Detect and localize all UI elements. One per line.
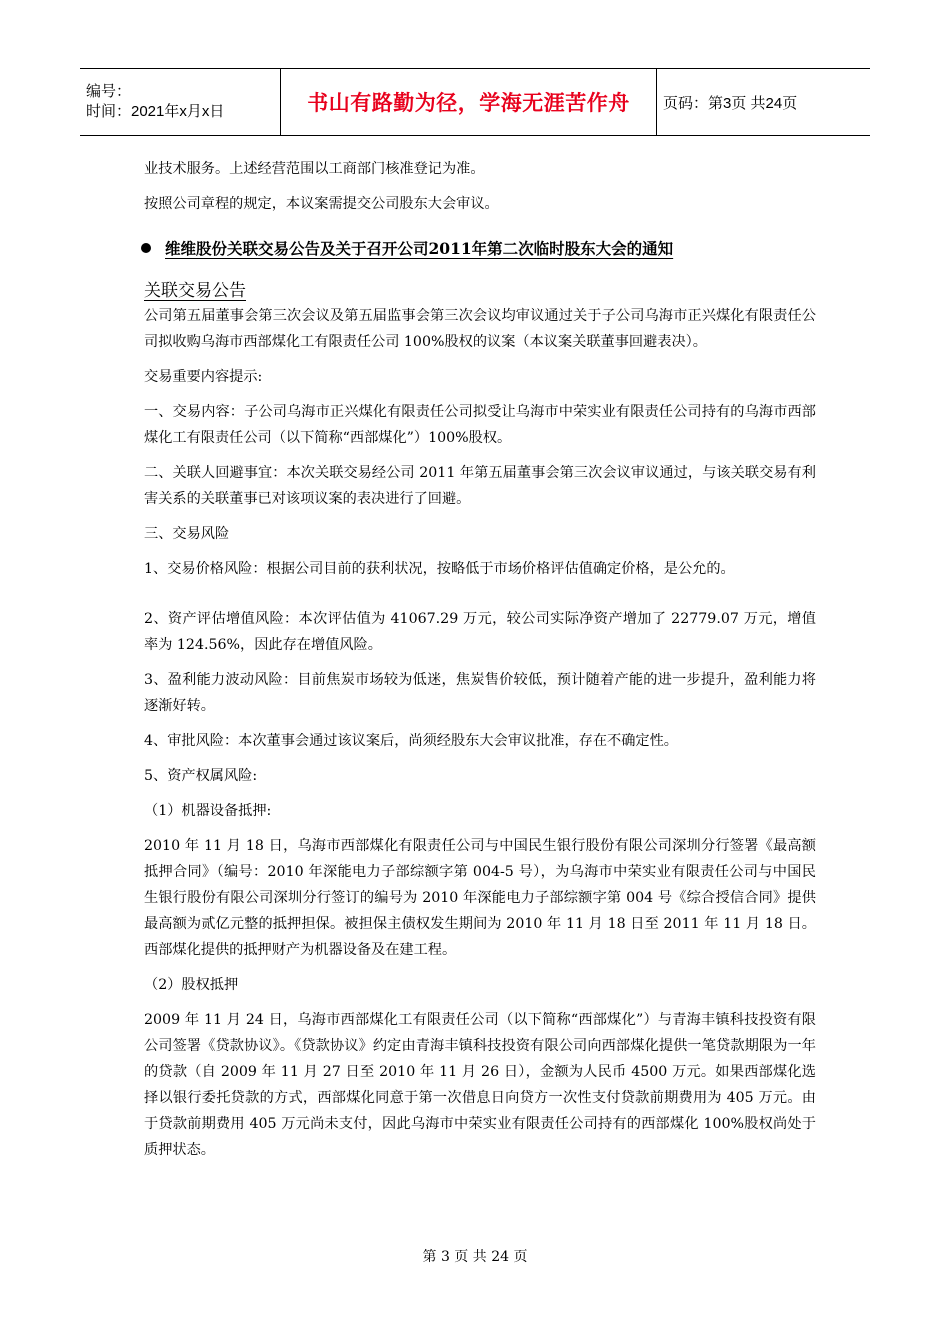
document-body (144, 156, 816, 1163)
section-title: 关联交易公告 (144, 281, 246, 301)
paragraph-transaction-content: 一、交易内容：子公司乌海市正兴煤化有限责任公司拟受让乌海市中荣实业有限责任公司持有的乌海市西部煤化工有限责任公司（以下简称“西部煤化”）100%股权。 (144, 404, 816, 446)
bullet-icon (141, 243, 151, 253)
paragraph-equipment-heading: （1）机器设备抵押: (144, 803, 272, 819)
paragraph-price-risk: 1、交易价格风险：根据公司目前的获利状况，按略低于市场价格评估值确定价格，是公允的。 (144, 561, 735, 577)
paragraph-profit-risk: 3、盈利能力波动风险：目前焦炭市场较为低迷，焦炭售价较低，预计随着产能的进一步提升，盈利能力将逐渐好转。 (144, 672, 816, 714)
header-page-info-cell (657, 69, 870, 135)
header-page-info: 页码：第3页 共24页 (663, 94, 798, 112)
intro-paragraph-2: 按照公司章程的规定，本议案需提交公司股东大会审议。 (144, 196, 499, 212)
announcement-heading-text: 维维股份关联交易公告及关于召开公司2011年第二次临时股东大会的通知 (165, 239, 674, 258)
document-number-label: 编号： (86, 83, 132, 100)
paragraph-recusal: 二、关联人回避事宜：本次关联交易经公司 2011 年第五届董事会第三次会议审议通过，与该关联交易有利害关系的关联董事已对该项议案的表决进行了回避。 (144, 465, 816, 507)
header-motto-cell (281, 69, 657, 135)
header-meta (80, 69, 281, 135)
paragraph-equity-heading: （2）股权抵押 (144, 977, 239, 993)
intro-paragraph-1: 业技术服务。上述经营范围以工商部门核准登记为准。 (144, 161, 485, 177)
page-header (80, 68, 870, 136)
page-footer: 第 3 页 共 24 页 (422, 1249, 528, 1265)
paragraph-risk-heading: 三、交易风险 (144, 526, 230, 542)
paragraph-equity-pledge: 2009 年 11 月 24 日，乌海市西部煤化工有限责任公司（以下简称“西部煤化”）与青海丰镇科技投资有限公司签署《贷款协议》。《贷款协议》约定由青海丰镇科技投资有限公司向西部煤化提供一笔贷款期限为一年的贷款（自 2009 年 11 月 27 日至 2010 年 11 月 26 日），金额为人民币 4500 万元。如果西部煤化选择以银行委托贷款的方式，西部煤化同意于第一次借息日向贷方一次性支付贷款前期费用为 405 万元。由于贷款前期费用 405 万元尚未支付，因此乌海市中荣实业有限责任公司持有的西部煤化 100%股权尚处于质押状态。 (144, 1012, 816, 1158)
paragraph-summary: 公司第五届董事会第三次会议及第五届监事会第三次会议均审议通过关于子公司乌海市正兴煤化有限责任公司拟收购乌海市西部煤化工有限责任公司 100%股权的议案（本议案关联董事回避表决）。 (144, 308, 816, 350)
paragraph-ownership-risk: 5、资产权属风险: (144, 768, 258, 784)
header-motto: 书山有路勤为径，学海无涯苦作舟 (307, 91, 630, 115)
paragraph-valuation-risk: 2、资产评估增值风险：本次评估值为 41067.29 万元，较公司实际净资产增加了 22779.07 万元，增值率为 124.56%，因此存在增值风险。 (144, 611, 816, 653)
announcement-heading (144, 237, 816, 259)
document-time-label: 时间：2021年x月x日 (86, 103, 225, 120)
paragraph-equipment-mortgage: 2010 年 11 月 18 日，乌海市西部煤化有限责任公司与中国民生银行股份有限公司深圳分行签署《最高额抵押合同》（编号：2010 年深能电力子部综额字第 004-5 号），为乌海市中荣实业有限责任公司与中国民生银行股份有限公司深圳分行签订的编号为 2010 年深能电力子部综额字第 004 号《综合授信合同》提供最高额为贰亿元整的抵押担保。被担保主债权发生期间为 2010 年 11 月 18 日至 2011 年 11 月 18 日。西部煤化提供的抵押财产为机器设备及在建工程。 (144, 838, 816, 958)
paragraph-approval-risk: 4、审批风险：本次董事会通过该议案后，尚须经股东大会审议批准，存在不确定性。 (144, 733, 678, 749)
paragraph-tips-heading: 交易重要内容提示: (144, 369, 263, 385)
